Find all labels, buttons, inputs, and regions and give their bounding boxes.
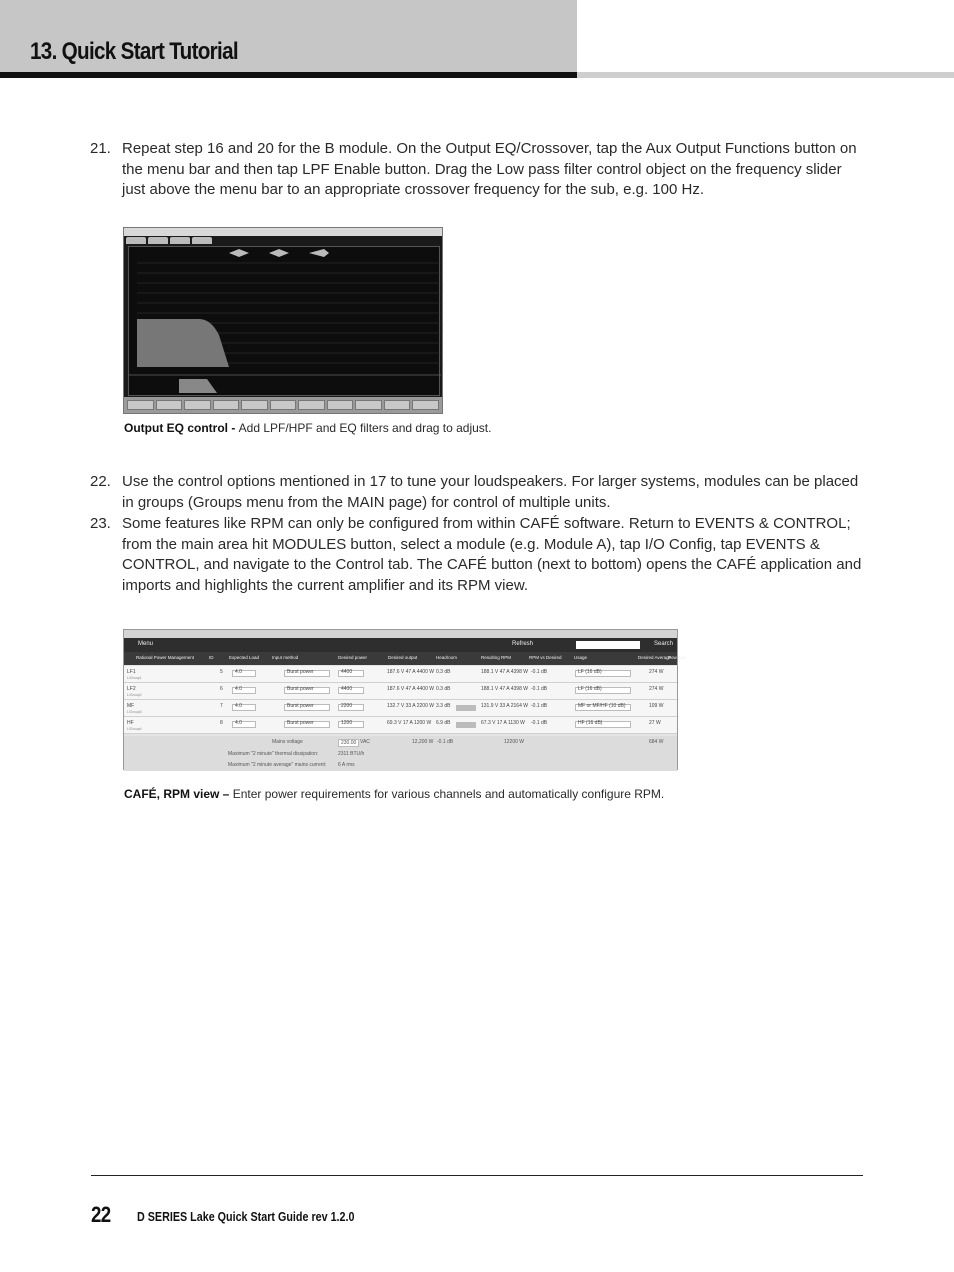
step-number: 23.: [90, 515, 111, 532]
input-method-value: Burst power: [287, 703, 314, 709]
table-row[interactable]: [124, 700, 677, 717]
menu-button[interactable]: [127, 400, 154, 410]
rpm-header-title: Rational Power Management: [136, 655, 195, 660]
menu-button[interactable]: [298, 400, 325, 410]
load-value: 4.0: [235, 686, 242, 692]
column-header: Desired Average: [638, 655, 672, 660]
eq-filter-handle[interactable]: [309, 249, 329, 257]
column-header: Desired output: [388, 655, 418, 660]
desired-average: 274 W: [649, 669, 664, 675]
input-method-value: Burst power: [287, 686, 314, 692]
caption-label: Output EQ control -: [124, 421, 239, 435]
channel-group: L/Group2: [127, 693, 142, 697]
column-header: Usage: [574, 655, 588, 660]
desired-average: 274 W: [649, 686, 664, 692]
page-title: 13. Quick Start Tutorial: [30, 38, 238, 65]
load-value: 4.0: [235, 669, 242, 675]
step-text: Use the control options mentioned in 17 to tune your loudspeakers. For larger systems, modules can be placed in groups (Groups menu from the MAIN page) for control of multiple units.: [122, 473, 859, 511]
channel-name: HF: [127, 720, 134, 726]
eq-filter-handle[interactable]: [269, 249, 289, 257]
total-desired-power: 12,200 W: [412, 739, 434, 745]
channel-name: MF: [127, 703, 135, 709]
column-header: Resulting RPM: [481, 655, 512, 660]
caption-text: Add LPF/HPF and EQ filters and drag to adjust.: [238, 421, 492, 435]
resulting-rpm: 188.1 V 47 A 4398 W: [481, 686, 528, 692]
step-22: [90, 472, 870, 514]
column-header: RPM vs Desired: [529, 655, 562, 660]
usage-value: LF (16 dB): [578, 669, 602, 675]
figure-caption-cafe: [124, 787, 664, 801]
search-input[interactable]: [576, 641, 640, 649]
load-value: 4.0: [235, 703, 242, 709]
eq-tab: [148, 237, 168, 244]
rpm-vs-desired: -0.1 dB: [531, 720, 548, 726]
menu-button[interactable]: [184, 400, 211, 410]
rpm-table-header: [124, 652, 686, 665]
load-value: 4.0: [235, 720, 242, 726]
mains-voltage-label: Mains voltage: [272, 739, 303, 745]
cafe-rpm-screenshot: [123, 629, 686, 770]
channel-id: 5: [220, 669, 223, 675]
desired-output: 132.7 V 33 A 2200 W: [387, 703, 434, 709]
total-rpm: 12200 W: [504, 739, 525, 745]
lpf-control-object[interactable]: [179, 379, 217, 393]
headroom: 0.3 dB: [436, 686, 451, 692]
desired-output: 187.6 V 47 A 4400 W: [387, 686, 434, 692]
page-number: 22: [91, 1202, 111, 1227]
channel-name: LF1: [127, 669, 136, 675]
mains-voltage-field[interactable]: 230.00: [338, 739, 359, 747]
eq-filter-handle[interactable]: [229, 249, 249, 257]
input-method-value: Burst power: [287, 669, 314, 675]
window-titlebar: [124, 630, 677, 638]
menu-button[interactable]: [270, 400, 297, 410]
figure-caption-eq: [124, 421, 491, 435]
desired-output: 69.3 V 17 A 1200 W: [387, 720, 432, 726]
step-number: 22.: [90, 473, 111, 490]
caption-text: Enter power requirements for various channels and automatically configure RPM.: [232, 787, 665, 801]
menu-button[interactable]: [384, 400, 411, 410]
cafe-toolbar: [124, 638, 677, 652]
column-header: Pow ava: [668, 655, 686, 660]
headroom-meter: [456, 722, 476, 728]
header-rule: [0, 72, 577, 78]
mains-current-label: Maximum "2 minute average" mains current:: [228, 762, 327, 768]
desired-power-value: 4400: [341, 686, 353, 692]
step-21: [90, 139, 870, 203]
headroom: 3.3 dB: [436, 703, 451, 709]
header-rule-light: [577, 72, 954, 78]
channel-group: L/Group4: [127, 727, 142, 731]
input-method-value: Burst power: [287, 720, 314, 726]
footer-rule: [91, 1175, 863, 1176]
total-headroom: -0.1 dB: [437, 739, 454, 745]
usage-value: HF (16 dB): [578, 720, 603, 726]
channel-name: LF2: [127, 686, 136, 692]
step-text: Some features like RPM can only be configured from within CAFÉ software. Return to EVENTS & CONTROL; from the main area hit MODULES button, select a module (e.g. Module A), tap I/O Config, tap EVENTS & CONTROL, and navigate to the Control tab. The CAFÉ button (next to bottom) opens the CAFÉ application and imports and highlights the current amplifier and its RPM view.: [122, 515, 862, 594]
desired-power-value: 2200: [341, 703, 353, 709]
menu-button[interactable]: [241, 400, 268, 410]
usage-value: MF or MF/HF (10 dB): [578, 703, 626, 709]
step-number: 21.: [90, 140, 111, 157]
column-header: ID: [209, 655, 214, 660]
menu-button[interactable]: Menu: [138, 641, 154, 647]
menu-button[interactable]: [156, 400, 183, 410]
eq-tab: [192, 237, 212, 244]
dissipation-value: 2311 BTU/h: [338, 751, 365, 757]
headroom-meter: [456, 705, 476, 711]
eq-tab: [170, 237, 190, 244]
table-row[interactable]: [124, 683, 677, 700]
desired-average: 27 W: [649, 720, 661, 726]
rpm-vs-desired: -0.1 dB: [531, 686, 548, 692]
step-text: Repeat step 16 and 20 for the B module. On the Output EQ/Crossover, tap the Aux Output Functions button on the menu bar and then tap LPF Enable button. Drag the Low pass filter control object on the frequency slider just above the menu bar to an appropriate crossover frequency for the sub, e.g. 100 Hz.: [122, 140, 857, 198]
lpf-response-curve: [137, 319, 229, 367]
caption-label: CAFÉ, RPM view –: [124, 787, 233, 801]
resulting-rpm: 131.9 V 33 A 2164 W: [481, 703, 528, 709]
step-23: [90, 514, 870, 598]
desired-output: 187.6 V 47 A 4400 W: [387, 669, 434, 675]
headroom: 6.9 dB: [436, 720, 451, 726]
eq-plot-graphic: [129, 247, 441, 397]
eq-frequency-plot: [128, 246, 440, 396]
channel-id: 7: [220, 703, 223, 709]
mains-voltage-unit: VAC: [360, 739, 370, 745]
menu-button[interactable]: [412, 400, 439, 410]
column-header: Headroom: [436, 655, 458, 660]
eq-menu-bar: [124, 397, 442, 413]
desired-average: 109 W: [649, 703, 664, 709]
usage-value: LF (16 dB): [578, 686, 602, 692]
search-button[interactable]: Search: [654, 641, 674, 647]
column-header: Expected Load: [229, 655, 260, 660]
column-header: Input method: [272, 655, 299, 660]
rpm-summary: [124, 736, 677, 771]
document-title: D SERIES Lake Quick Start Guide rev 1.2.0: [137, 1210, 355, 1224]
channel-id: 6: [220, 686, 223, 692]
resulting-rpm: 188.1 V 47 A 4398 W: [481, 669, 528, 675]
channel-group: L/Group1: [127, 676, 142, 680]
total-average: 684 W: [649, 739, 664, 745]
column-header: Desired power: [338, 655, 368, 660]
eq-tab: [126, 237, 146, 244]
desired-power-value: 1200: [341, 720, 353, 726]
desired-power-value: 4400: [341, 669, 353, 675]
rpm-vs-desired: -0.1 dB: [531, 703, 548, 709]
rpm-vs-desired: -0.1 dB: [531, 669, 548, 675]
dissipation-label: Maximum "2 minute" thermal dissipation:: [228, 751, 319, 757]
headroom: 0.3 dB: [436, 669, 451, 675]
mains-current-value: 6 A rms: [338, 762, 355, 768]
resulting-rpm: 67.3 V 17 A 1130 W: [481, 720, 525, 726]
channel-id: 8: [220, 720, 223, 726]
window-titlebar: [124, 228, 442, 236]
menu-button[interactable]: [327, 400, 354, 410]
output-eq-screenshot: [123, 227, 443, 414]
menu-button[interactable]: [355, 400, 382, 410]
refresh-button[interactable]: Refresh: [512, 641, 534, 647]
table-row[interactable]: [124, 666, 677, 683]
eq-tabs: [126, 237, 212, 244]
table-row[interactable]: [124, 717, 677, 734]
menu-button[interactable]: [213, 400, 240, 410]
channel-group: L/Group3: [127, 710, 142, 714]
